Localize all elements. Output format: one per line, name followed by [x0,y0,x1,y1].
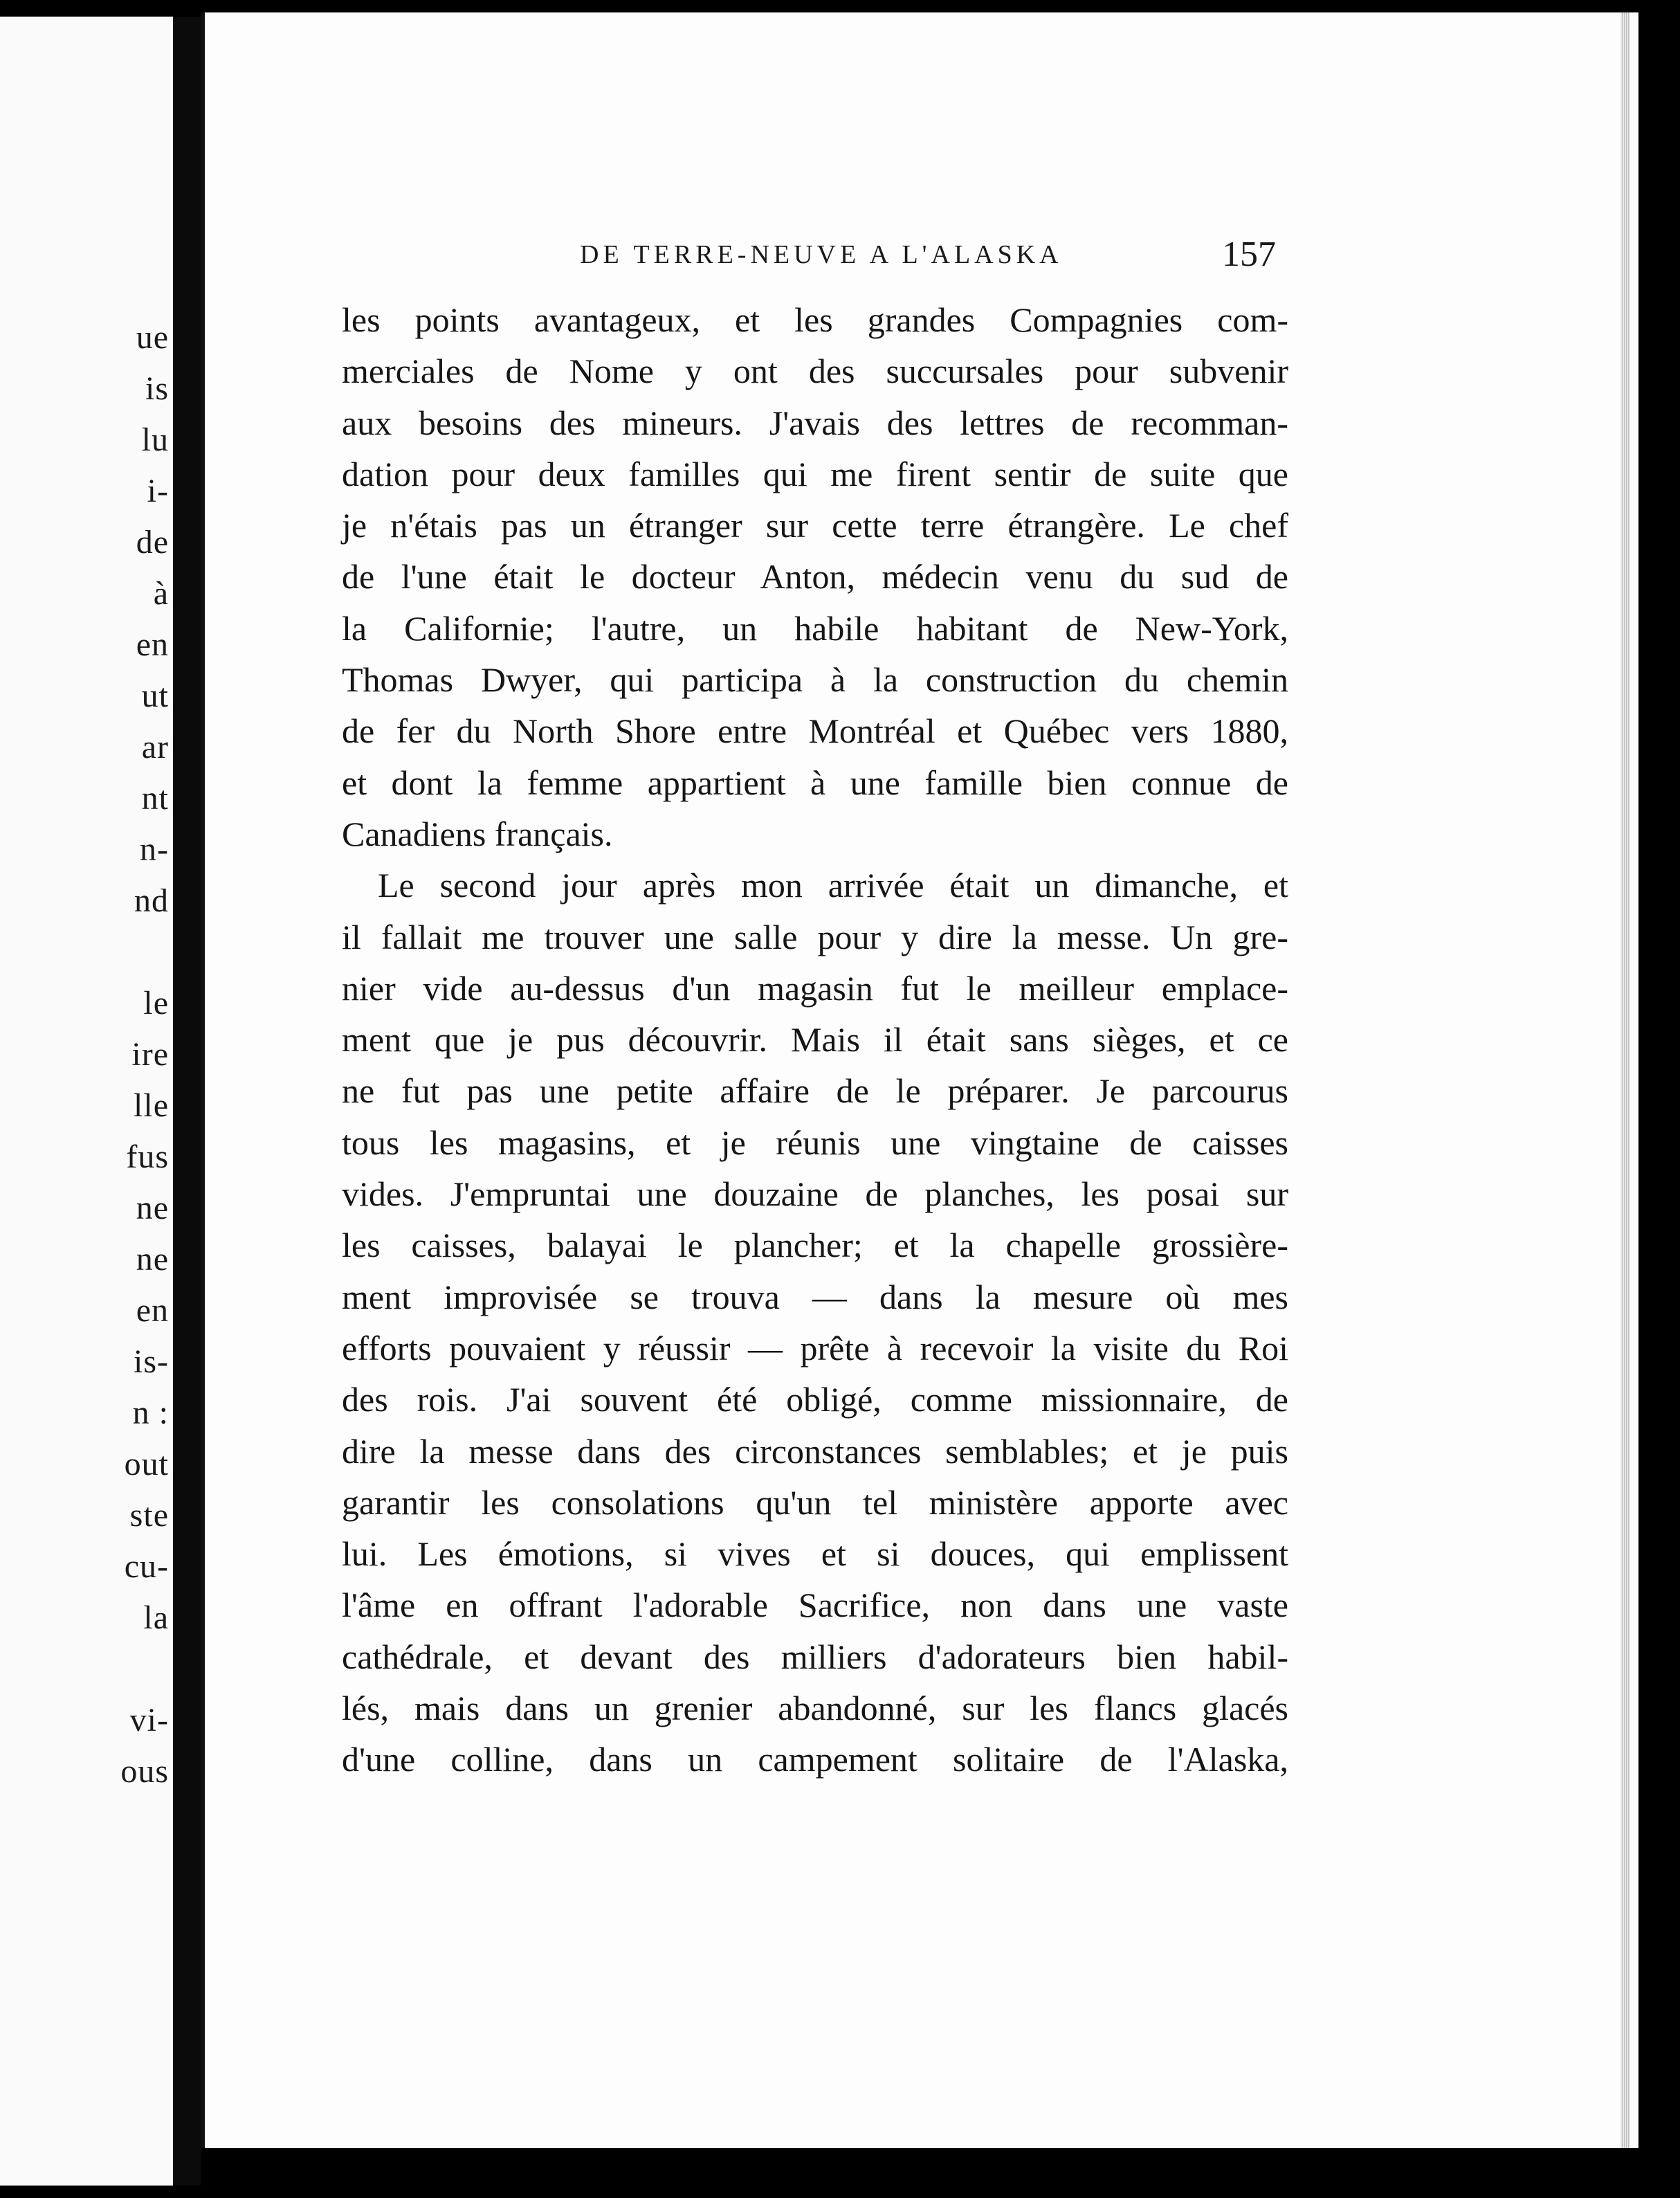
left-fragment: lle [134,1087,169,1124]
text-line: ment que je pus découvrir. Mais il était sans sièges, et ce [342,1020,1288,1060]
text-line: Thomas Dwyer, qui participa à la construction du chemin [342,660,1288,700]
left-fragment: la [143,1599,169,1636]
left-page-margin [0,17,173,2186]
text-line: efforts pouvaient y réussir — prête à recevoir la visite du Roi [342,1328,1288,1368]
left-fragment: en [136,626,169,663]
text-line: il fallait me trouver une salle pour y dire la messe. Un gre- [342,917,1288,956]
left-fragment: le [143,985,169,1021]
left-fragment: i- [147,473,169,509]
left-fragment: n- [140,831,169,868]
left-fragment: à [153,575,169,612]
left-fragment: is [145,370,169,407]
left-fragment: ous [120,1753,169,1790]
text-line: merciales de Nome y ont des succursales pour subvenir [342,352,1288,391]
body-text [342,294,1288,1786]
text-line: nier vide au-dessus d'un magasin fut le meilleur emplace- [342,968,1288,1008]
text-line: aux besoins des mineurs. J'avais des lettres de recomman- [342,403,1288,442]
left-fragment: n : [132,1395,169,1431]
running-head: DE TERRE-NEUVE A L'ALASKA [580,240,1063,269]
text-line: je n'étais pas un étranger sur cette terre étrangère. Le chef [342,506,1288,545]
left-fragment: lu [141,421,169,458]
text-line: l'âme en offrant l'adorable Sacrifice, non dans une vaste [342,1586,1288,1625]
page-edge [1620,12,1630,2148]
left-fragment: is- [134,1343,169,1380]
left-fragment: vi- [129,1702,169,1738]
text-line: des rois. J'ai souvent été obligé, comme missionnaire, de [342,1380,1288,1419]
text-line: ment improvisée se trouva — dans la mesure où mes [342,1277,1288,1316]
left-fragment: nd [134,882,169,919]
text-line: dire la messe dans des circonstances semblables; et je puis [342,1431,1288,1471]
text-line: lés, mais dans un grenier abandonné, sur les flancs glacés [342,1689,1288,1728]
left-fragment: de [136,524,169,561]
page-number: 157 [1222,235,1276,274]
text-line: garantir les consolations qu'un tel ministère apporte avec [342,1482,1288,1522]
left-fragment: ut [141,678,169,714]
left-fragment: ste [129,1497,169,1534]
left-fragment: fus [126,1138,169,1175]
left-fragment: ne [136,1241,169,1278]
text-line: Canadiens français. [342,814,613,853]
text-line: et dont la femme appartient à une famille bien connue de [342,763,1288,802]
text-line: les points avantageux, et les grandes Compagnies com- [342,300,1288,339]
left-fragment: cu- [124,1548,169,1585]
text-line: tous les magasins, et je réunis une vingtaine de caisses [342,1123,1288,1162]
text-line: d'une colline, dans un campement solitaire de l'Alaska, [342,1740,1288,1779]
left-fragment: nt [141,780,169,817]
left-fragment: ar [141,729,169,765]
text-line: cathédrale, et devant des milliers d'adorateurs bien habil- [342,1637,1288,1676]
text-line: Le second jour après mon arrivée était un dimanche, et [378,866,1288,905]
text-line: vides. J'empruntai une douzaine de planches, les posai sur [342,1174,1288,1214]
text-line: la Californie; l'autre, un habile habitant de New-York, [342,608,1288,648]
left-fragment: out [124,1446,169,1482]
left-fragment: ue [136,319,169,356]
text-line: ne fut pas une petite affaire de le préparer. Je parcourus [342,1071,1288,1111]
book-gutter [173,17,201,2186]
text-line: de fer du North Shore entre Montréal et Québec vers 1880, [342,711,1288,751]
text-line: lui. Les émotions, si vives et si douces, qui emplissent [342,1534,1288,1574]
left-fragment: ne [136,1190,169,1226]
text-line: dation pour deux familles qui me firent sentir de suite que [342,454,1288,493]
left-fragment: ire [131,1036,169,1073]
left-fragment: en [136,1292,169,1329]
text-line: les caisses, balayai le plancher; et la chapelle grossière- [342,1226,1288,1265]
text-line: de l'une était le docteur Anton, médecin venu du sud de [342,557,1288,597]
